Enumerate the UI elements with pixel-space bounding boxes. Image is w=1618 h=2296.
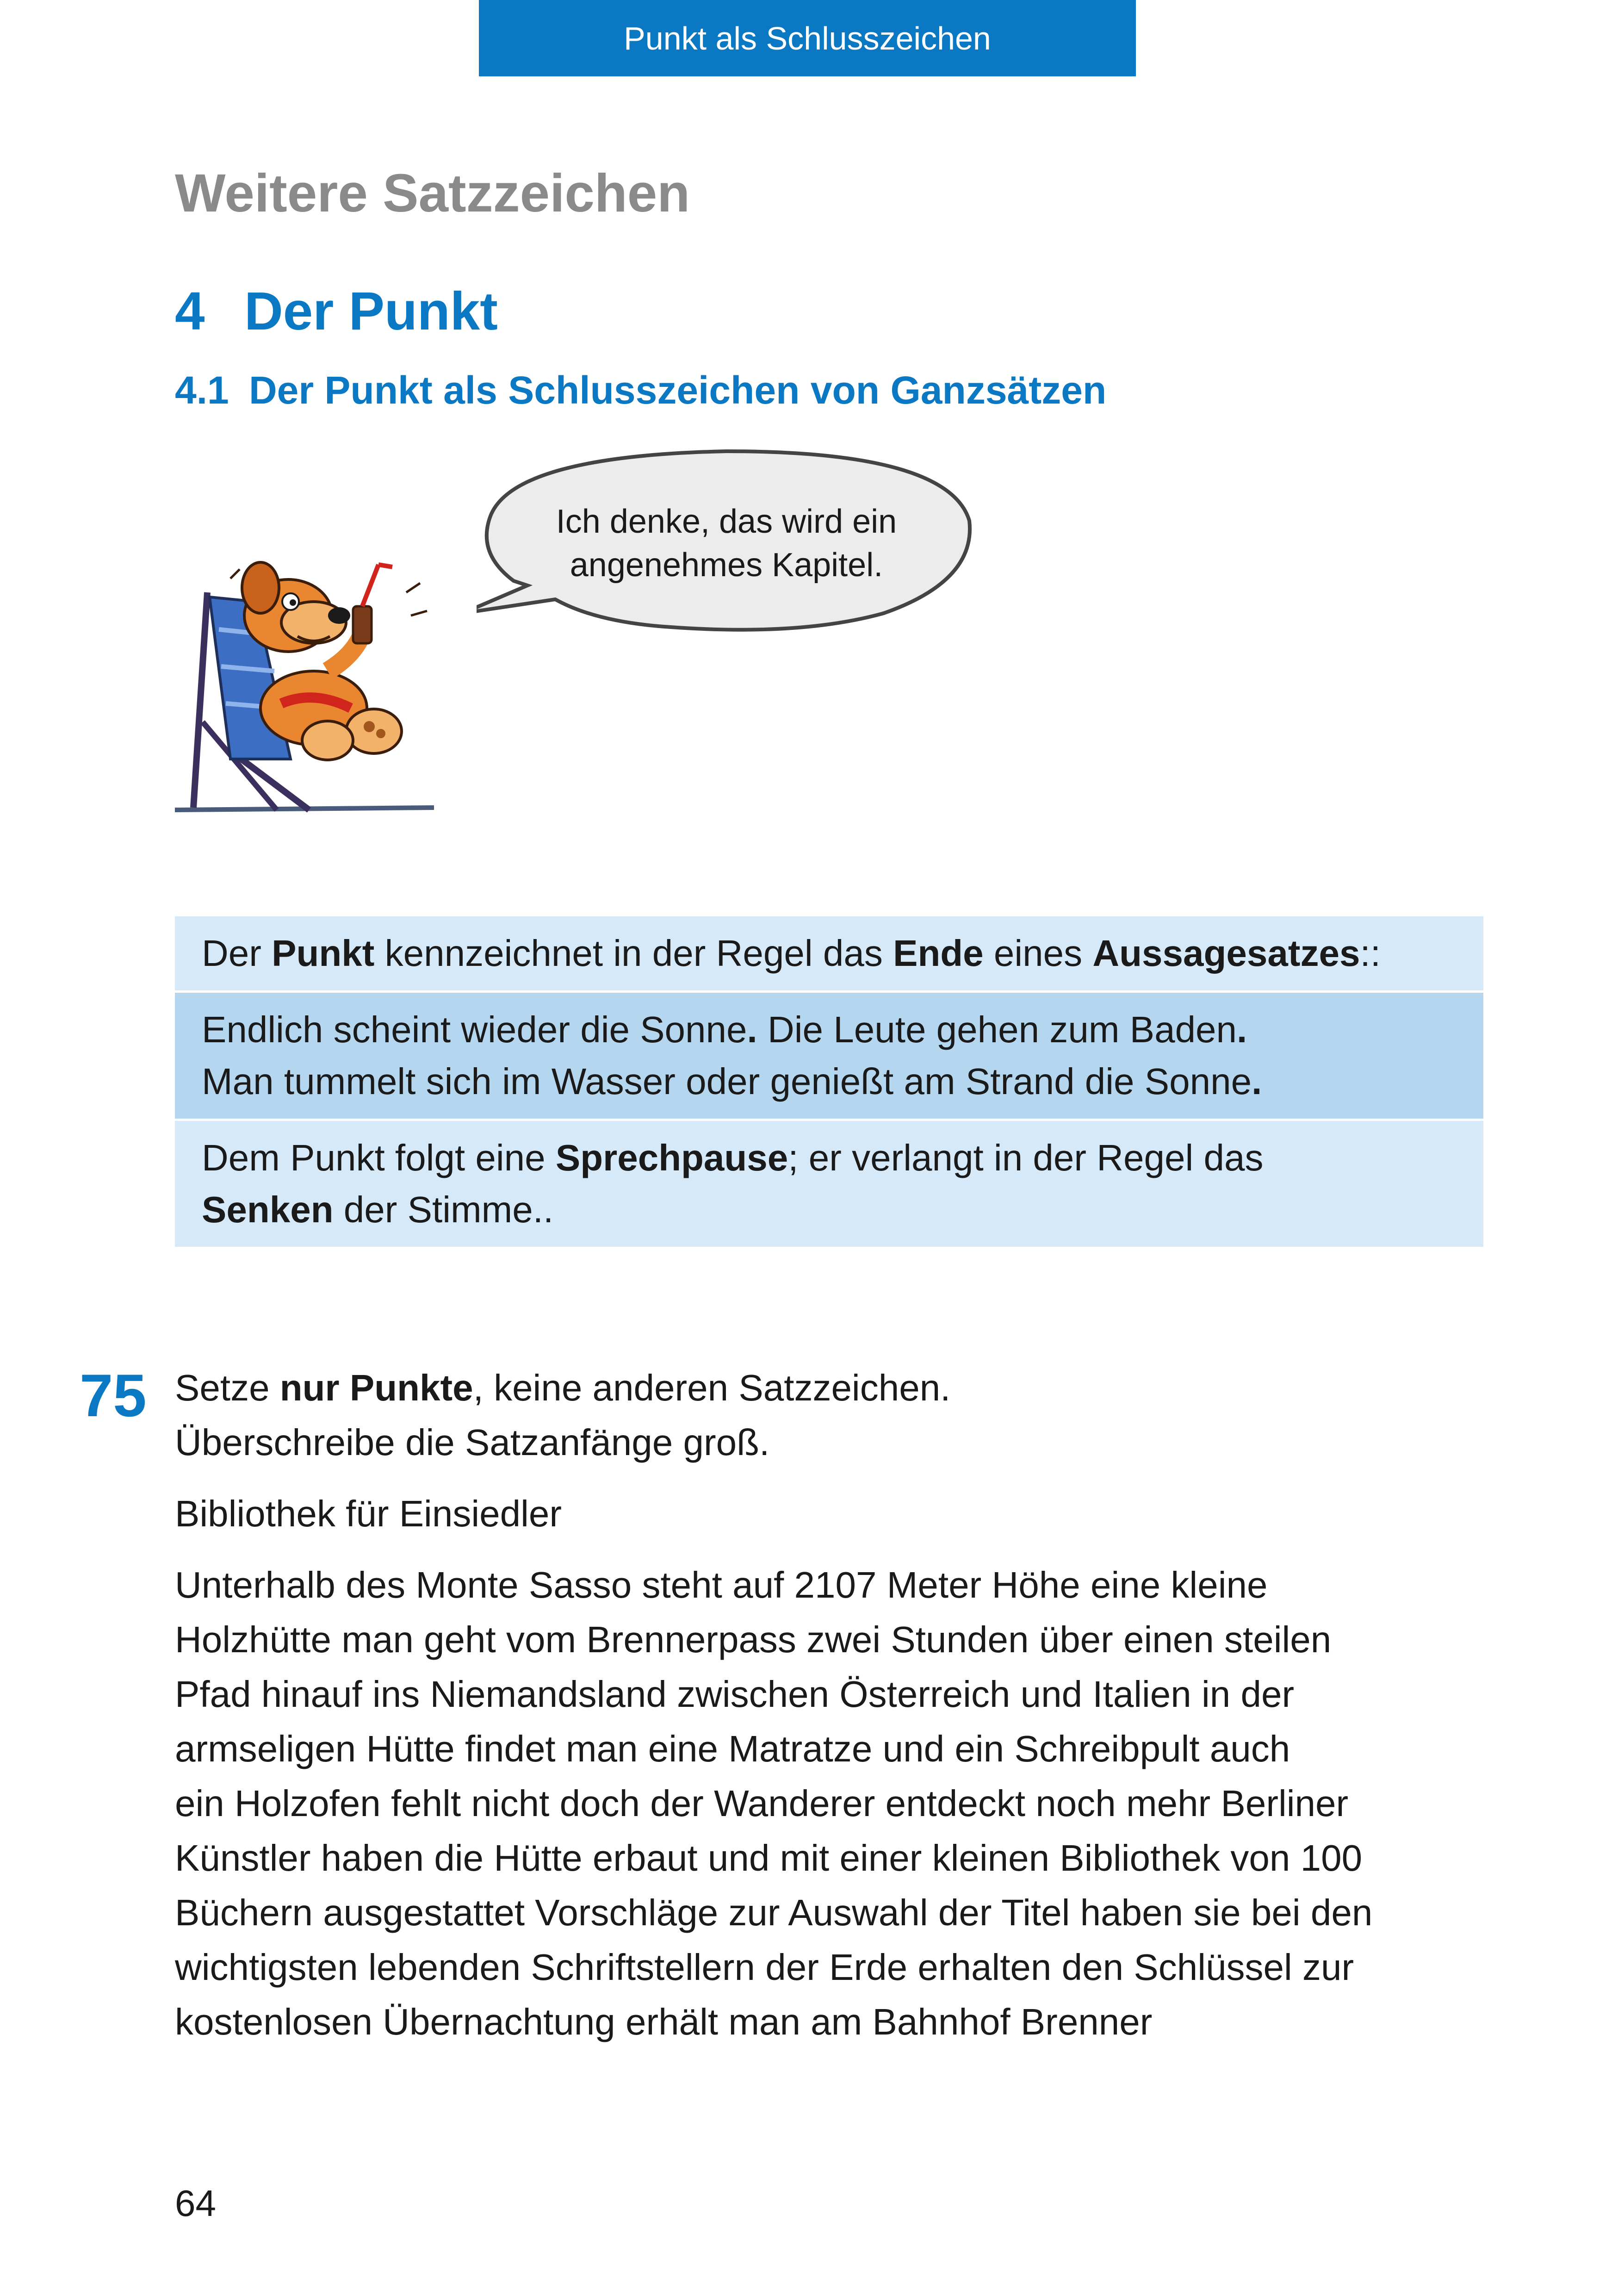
speech-line-1: Ich denke, das wird ein xyxy=(556,503,897,540)
chapter-title xyxy=(175,280,498,342)
rule-bold: Sprechpause xyxy=(555,1137,788,1178)
exercise-instruction-1 xyxy=(175,1361,1498,1415)
rule-bold: Senken xyxy=(202,1189,334,1230)
speech-bubble-text xyxy=(490,500,962,587)
exercise-line: Unterhalb des Monte Sasso steht auf 2107 Meter Höhe eine kleine xyxy=(175,1564,1268,1605)
dog-in-deckchair-illustration xyxy=(175,537,453,815)
rule-text: Dem Punkt folgt eine xyxy=(202,1137,556,1178)
example-dot: . xyxy=(1252,1061,1262,1102)
rule-text: eines xyxy=(983,933,1093,974)
speech-line-2: angenehmes Kapitel. xyxy=(570,547,883,584)
exercise-line: Pfad hinauf ins Niemandsland zwischen Österreich und Italien in der xyxy=(175,1674,1295,1715)
instruction-bold: nur Punkte xyxy=(279,1367,473,1408)
exercise-text-body xyxy=(175,1558,1498,2049)
header-tab-label: Punkt als Schlusszeichen xyxy=(624,20,991,56)
rule-bold: Aussagesatzes xyxy=(1092,933,1360,974)
subchapter-title xyxy=(175,368,1106,413)
example-text: Man tummelt sich im Wasser oder genießt am Strand die Sonne xyxy=(202,1061,1252,1102)
instruction-text: Setze xyxy=(175,1367,280,1408)
rule-text: kennzeichnet in der Regel das xyxy=(374,933,893,974)
exercise-line: Büchern ausgestattet Vorschläge zur Auswahl der Titel haben sie bei den xyxy=(175,1892,1373,1933)
exercise-line: armseligen Hütte findet man eine Matratze und ein Schreibpult auch xyxy=(175,1728,1290,1769)
rule-bold: Punkt xyxy=(272,933,375,974)
rule-text: der Stimme.. xyxy=(333,1189,554,1230)
example-text: Endlich scheint wieder die Sonne xyxy=(202,1009,747,1050)
rule-bold: Ende xyxy=(893,933,984,974)
subchapter-title-text: Der Punkt als Schlusszeichen von Ganzsätzen xyxy=(249,368,1107,412)
section-title: Weitere Satzzeichen xyxy=(175,163,690,223)
exercise-line: kostenlosen Übernachtung erhält man am Bahnhof Brenner xyxy=(175,2001,1153,2042)
example-text: Die Leute gehen zum Baden xyxy=(757,1009,1237,1050)
page-number: 64 xyxy=(175,2183,216,2224)
chapter-title-text: Der Punkt xyxy=(244,281,498,341)
rule-box xyxy=(175,916,1483,1247)
header-tab xyxy=(479,0,1136,76)
chapter-number: 4 xyxy=(175,281,205,341)
subchapter-number: 4.1 xyxy=(175,368,229,412)
exercise-line: ein Holzofen fehlt nicht doch der Wanderer entdeckt noch mehr Berliner xyxy=(175,1783,1349,1824)
exercise-number: 75 xyxy=(80,1362,147,1429)
rule-text: :: xyxy=(1360,933,1381,974)
exercise-instruction-2: Überschreibe die Satzanfänge groß. xyxy=(175,1422,770,1463)
example-line-2 xyxy=(202,1056,1457,1108)
example-dot: . xyxy=(747,1009,757,1050)
exercise-line: Holzhütte man geht vom Brennerpass zwei Stunden über einen steilen xyxy=(175,1619,1332,1660)
rule-text: ; er verlangt in der Regel das xyxy=(788,1137,1264,1178)
rule-text: Der xyxy=(202,933,272,974)
exercise-line: wichtigsten lebenden Schriftstellern der Erde erhalten den Schlüssel zur xyxy=(175,1947,1354,1988)
exercise-line: Künstler haben die Hütte erbaut und mit einer kleinen Bibliothek von 100 xyxy=(175,1837,1363,1879)
example-line-1 xyxy=(202,1004,1457,1056)
rule-row-note xyxy=(175,1121,1483,1247)
instruction-text: , keine anderen Satzzeichen. xyxy=(473,1367,951,1408)
rule-row-definition xyxy=(175,916,1483,990)
example-dot: . xyxy=(1237,1009,1247,1050)
rule-row-example xyxy=(175,990,1483,1121)
exercise-block xyxy=(175,1361,1498,2049)
exercise-text-title: Bibliothek für Einsiedler xyxy=(175,1493,562,1534)
